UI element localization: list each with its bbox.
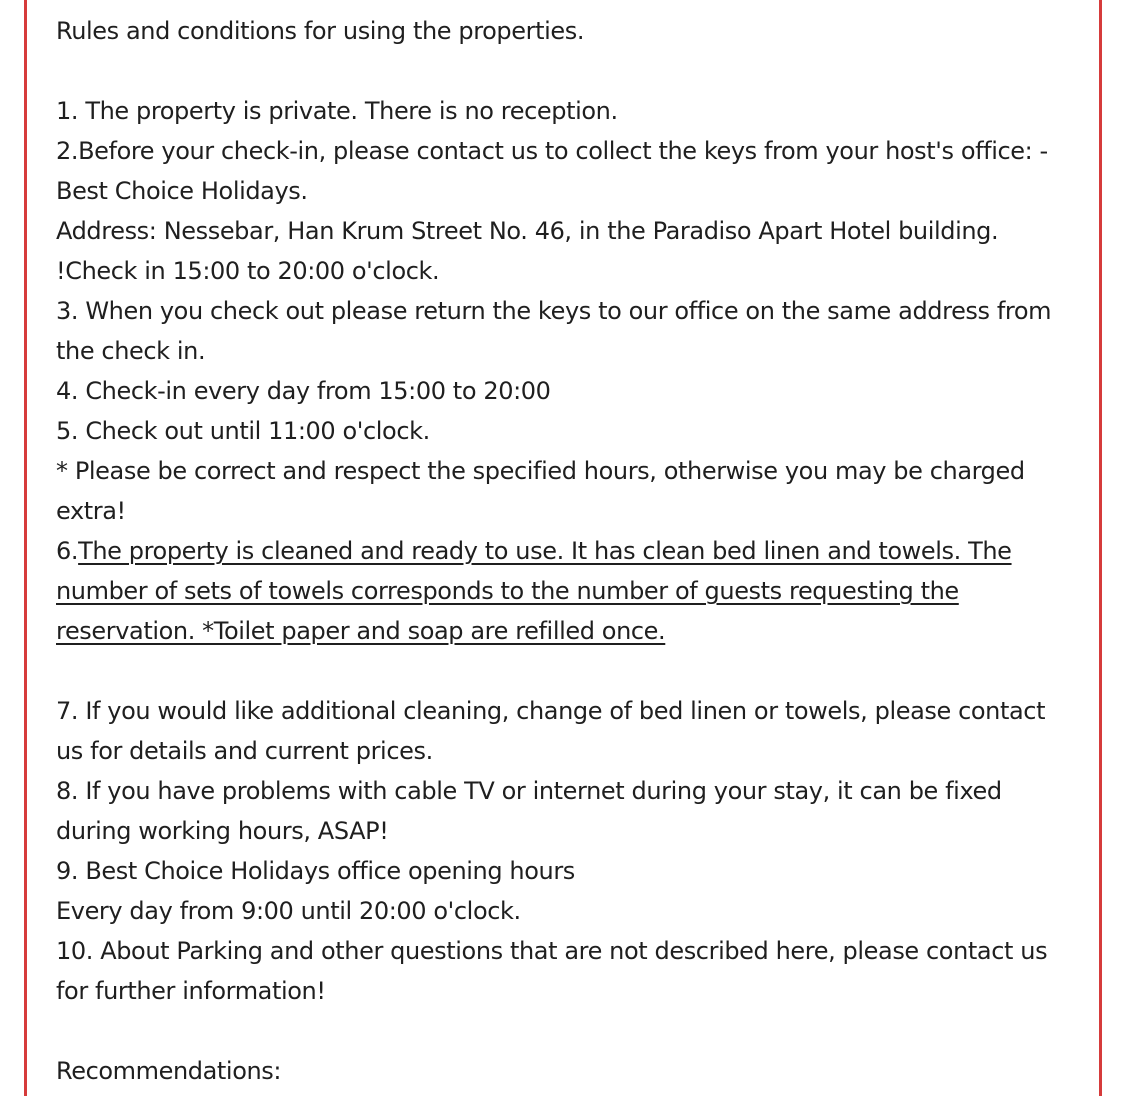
rule-6-underlined-text-1: The property is cleaned and ready to use. It has clean bed linen and towels. The (78, 537, 1012, 565)
rule-2-address: Address: Nessebar, Han Krum Street No. 46, in the Paradiso Apart Hotel building. (56, 217, 999, 245)
rule-5: 5. Check out until 11:00 o'clock. (56, 417, 430, 445)
recommendations-heading: Recommendations: (56, 1057, 282, 1085)
rule-9-line-1: 9. Best Choice Holidays office opening hours (56, 857, 575, 885)
rule-6-number: 6. (56, 537, 79, 565)
rule-3-line-2: the check in. (56, 337, 206, 365)
spacer (56, 1011, 1086, 1051)
rule-2-checkin-hours: !Check in 15:00 to 20:00 o'clock. (56, 257, 440, 285)
rule-2-line-2: Best Choice Holidays. (56, 177, 308, 205)
rule-6-underlined-text-3: reservation. *Toilet paper and soap are refilled once. (56, 617, 666, 645)
rule-3-line-1: 3. When you check out please return the keys to our office on the same address from (56, 297, 1052, 325)
document-title: Rules and conditions for using the properties. (56, 17, 585, 45)
note-line-1: * Please be correct and respect the specified hours, otherwise you may be charged (56, 457, 1025, 485)
rules-document (56, 11, 1086, 1091)
spacer (56, 51, 1086, 91)
rule-9-line-2: Every day from 9:00 until 20:00 o'clock. (56, 897, 521, 925)
rule-6-underlined-text-2: number of sets of towels corresponds to the number of guests requesting the (56, 577, 959, 605)
rule-4: 4. Check-in every day from 15:00 to 20:00 (56, 377, 551, 405)
rule-10-line-2: for further information! (56, 977, 326, 1005)
rule-7-line-1: 7. If you would like additional cleaning, change of bed linen or towels, please contact (56, 697, 1046, 725)
rule-6-line-3 (56, 611, 1086, 651)
spacer (56, 651, 1086, 691)
rule-10-line-1: 10. About Parking and other questions that are not described here, please contact us (56, 937, 1048, 965)
rule-6-line-2 (56, 571, 1086, 611)
rule-1: 1. The property is private. There is no reception. (56, 97, 618, 125)
rule-8-line-1: 8. If you have problems with cable TV or internet during your stay, it can be fixed (56, 777, 1002, 805)
rule-7-line-2: us for details and current prices. (56, 737, 433, 765)
rule-2-line-1: 2.Before your check-in, please contact us to collect the keys from your host's office: - (56, 137, 1048, 165)
rule-6-line-1 (56, 531, 1086, 571)
rule-8-line-2: during working hours, ASAP! (56, 817, 389, 845)
note-line-2: extra! (56, 497, 126, 525)
